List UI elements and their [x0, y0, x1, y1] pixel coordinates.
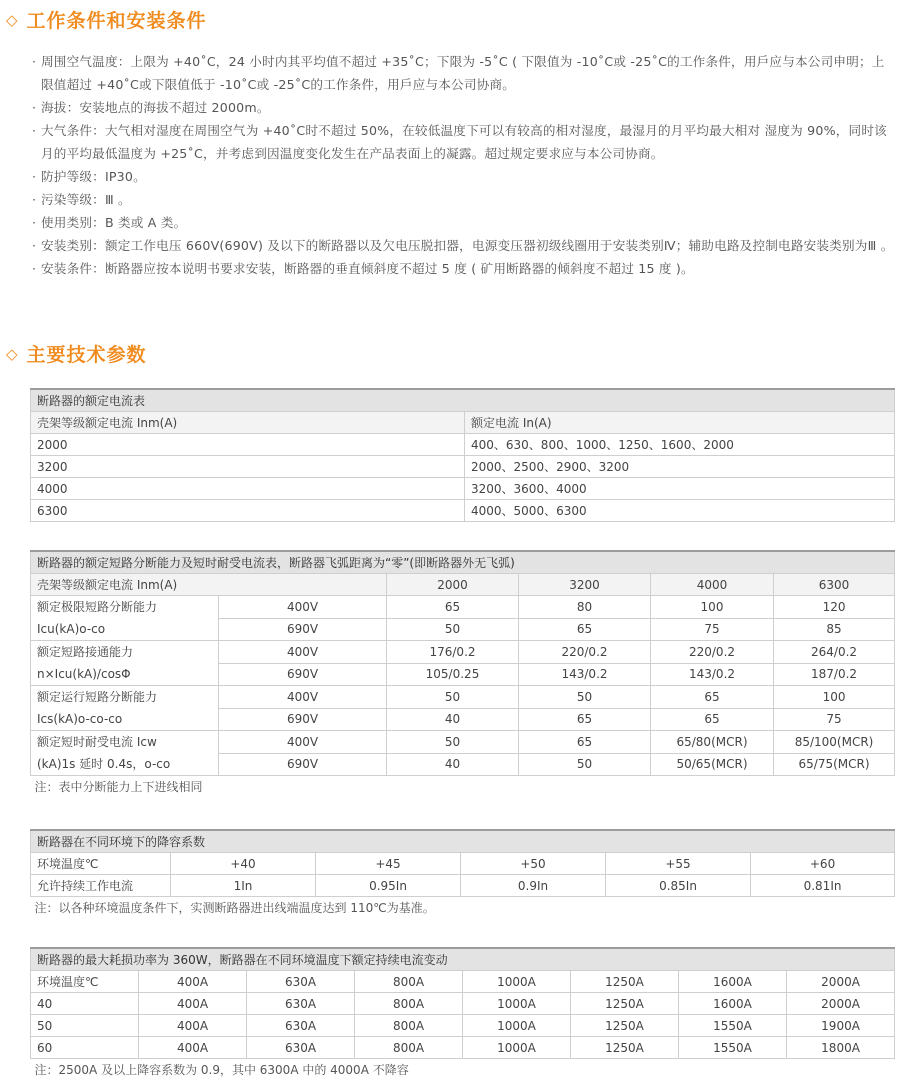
table-row — [31, 456, 895, 478]
column-header: 壳架等级额定电流 Inm(A) — [31, 412, 465, 434]
table-cell: 187/0.2 — [774, 663, 895, 686]
group-label — [31, 596, 219, 641]
derating-table — [30, 829, 895, 918]
table-cell: 3200、3600、4000 — [465, 478, 895, 500]
table-cell: 800A — [355, 993, 463, 1015]
section-title-conditions — [6, 6, 207, 33]
column-header: 800A — [355, 971, 463, 993]
section-title-params — [6, 340, 147, 367]
list-item: · 防护等级：IP30。 — [32, 165, 894, 188]
table-cell: +45 — [316, 853, 461, 875]
table-note: 注：以各种环境温度条件下，实测断路器进出线端温度达到 110℃为基准。 — [31, 897, 895, 919]
column-header: 6300 — [774, 574, 895, 596]
table-cell: 40 — [387, 708, 519, 731]
table-cell: 65 — [519, 618, 651, 641]
diamond-icon: ◇ — [6, 10, 19, 29]
table-cell: 1600A — [679, 993, 787, 1015]
table-row — [31, 853, 895, 875]
table-cell: 4000 — [31, 478, 465, 500]
table-cell: 1250A — [571, 1015, 679, 1037]
column-header: 630A — [247, 971, 355, 993]
table-note: 注：2500A 及以上降容系数为 0.9，其中 6300A 中的 4000A 不降容 — [31, 1059, 895, 1081]
table-cell: 1900A — [787, 1015, 895, 1037]
row-header: 50 — [31, 1015, 139, 1037]
table-cell: 1In — [171, 875, 316, 897]
voltage-cell: 400V — [219, 641, 387, 664]
table-cell: 50 — [387, 731, 519, 754]
table-cell: 400A — [139, 1015, 247, 1037]
table-cell: 1000A — [463, 1037, 571, 1059]
table-cell: +55 — [606, 853, 751, 875]
table-cell: 800A — [355, 1015, 463, 1037]
table-row — [31, 500, 895, 522]
table-cell: 143/0.2 — [519, 663, 651, 686]
voltage-cell: 400V — [219, 731, 387, 754]
column-header: 1600A — [679, 971, 787, 993]
group-label-line: 额定运行短路分断能力 — [37, 690, 158, 704]
group-label — [31, 731, 219, 776]
table-caption: 断路器的额定短路分断能力及短时耐受电流表，断路器飞弧距离为“零”(即断路器外无飞弧) — [31, 551, 895, 574]
group-label-line: (kA)1s 延时 0.4s，o-co — [37, 757, 171, 771]
section-title-text: 主要技术参数 — [26, 344, 147, 366]
table-cell: 50/65(MCR) — [651, 753, 774, 776]
group-label-line: 额定短路接通能力 — [37, 645, 134, 659]
table-cell: 176/0.2 — [387, 641, 519, 664]
table-cell: 1550A — [679, 1037, 787, 1059]
table-cell: 50 — [519, 686, 651, 709]
table-cell: 65 — [519, 708, 651, 731]
table-cell: 0.95In — [316, 875, 461, 897]
table-cell: 75 — [651, 618, 774, 641]
table-cell: 800A — [355, 1037, 463, 1059]
list-item: · 周围空气温度：上限为 +40˚C，24 小时内其平均值不超过 +35˚C；下限为 -5˚C ( 下限值为 -10˚C或 -25˚C的工作条件，用戶应与本公司申明；上限值超过 +40˚C或下限值低于 -10˚C或 -25˚C的工作条件，用戶应与本公司协商。 — [32, 50, 894, 96]
table-cell: 400、630、800、1000、1250、1600、2000 — [465, 434, 895, 456]
table-cell: 120 — [774, 596, 895, 619]
voltage-cell: 690V — [219, 708, 387, 731]
table-cell: 65 — [387, 596, 519, 619]
table-cell: 220/0.2 — [519, 641, 651, 664]
table-caption: 断路器的额定电流表 — [31, 389, 895, 412]
group-label-line: Ics(kA)o-co-co — [37, 712, 123, 726]
table-cell: 4000、5000、6300 — [465, 500, 895, 522]
list-item: · 安装类别：额定工作电压 660V(690V) 及以下的断路器以及欠电压脱扣器，电源变压器初级线圈用于安装类别Ⅳ；辅助电路及控制电路安装类别为Ⅲ 。 — [32, 234, 894, 257]
table-row — [31, 1015, 895, 1037]
table-cell: 143/0.2 — [651, 663, 774, 686]
table-cell: 264/0.2 — [774, 641, 895, 664]
table-cell: 630A — [247, 993, 355, 1015]
table-cell: 80 — [519, 596, 651, 619]
group-label-line: Icu(kA)o-co — [37, 622, 106, 636]
table-row — [31, 1037, 895, 1059]
column-header: 400A — [139, 971, 247, 993]
list-item: · 使用类别：B 类或 A 类。 — [32, 211, 894, 234]
column-header: 4000 — [651, 574, 774, 596]
table-cell: 1550A — [679, 1015, 787, 1037]
table-cell: 400A — [139, 993, 247, 1015]
column-header: 壳架等级额定电流 Inm(A) — [31, 574, 387, 596]
table-row — [31, 971, 895, 993]
table-cell: 630A — [247, 1015, 355, 1037]
table-cell: 0.9In — [461, 875, 606, 897]
table-row — [31, 641, 895, 664]
table-cell: 220/0.2 — [651, 641, 774, 664]
table-row — [31, 686, 895, 709]
table-cell: 1000A — [463, 1015, 571, 1037]
table-cell: 105/0.25 — [387, 663, 519, 686]
table-row — [31, 875, 895, 897]
row-header: 60 — [31, 1037, 139, 1059]
table-cell: 1800A — [787, 1037, 895, 1059]
table-cell: 400A — [139, 1037, 247, 1059]
group-label — [31, 686, 219, 731]
voltage-cell: 400V — [219, 686, 387, 709]
table-cell: 65 — [519, 731, 651, 754]
conditions-list — [32, 50, 894, 280]
list-item: · 安装条件：断路器应按本说明书要求安装，断路器的垂直倾斜度不超过 5 度 ( 矿用断路器的倾斜度不超过 15 度 )。 — [32, 257, 894, 280]
voltage-cell: 400V — [219, 596, 387, 619]
table-row — [31, 993, 895, 1015]
table-cell: 6300 — [31, 500, 465, 522]
table-cell: 50 — [387, 686, 519, 709]
table-cell: +50 — [461, 853, 606, 875]
table-cell: 630A — [247, 1037, 355, 1059]
table-cell: 100 — [651, 596, 774, 619]
table-cell: 1000A — [463, 993, 571, 1015]
table-cell: 50 — [387, 618, 519, 641]
table-cell: 2000、2500、2900、3200 — [465, 456, 895, 478]
voltage-cell: 690V — [219, 663, 387, 686]
table-cell: 75 — [774, 708, 895, 731]
table-note: 注：表中分断能力上下进线相同 — [31, 776, 895, 798]
table-cell: 2000A — [787, 993, 895, 1015]
table-row — [31, 478, 895, 500]
section-title-text: 工作条件和安装条件 — [26, 10, 207, 32]
table-cell: 100 — [774, 686, 895, 709]
table-caption: 断路器在不同环境下的降容系数 — [31, 830, 895, 853]
table-cell: 3200 — [31, 456, 465, 478]
row-header: 环境温度℃ — [31, 971, 139, 993]
column-header: 2000 — [387, 574, 519, 596]
group-label-line: 额定短时耐受电流 Icw — [37, 735, 157, 749]
table-cell: 65/80(MCR) — [651, 731, 774, 754]
row-header: 允许持续工作电流 — [31, 875, 171, 897]
power-loss-table — [30, 947, 895, 1080]
breaking-capacity-table — [30, 550, 895, 797]
column-header: 1250A — [571, 971, 679, 993]
table-cell: 85/100(MCR) — [774, 731, 895, 754]
table-cell: 65/75(MCR) — [774, 753, 895, 776]
group-label-line: n×Icu(kA)/cosΦ — [37, 667, 131, 681]
table-cell: 65 — [651, 708, 774, 731]
column-header: 额定电流 In(A) — [465, 412, 895, 434]
voltage-cell: 690V — [219, 618, 387, 641]
list-item: · 大气条件：大气相对湿度在周围空气为 +40˚C时不超过 50%，在较低温度下可以有较高的相对湿度，最湿月的月平均最大相对 湿度为 90%，同时该月的平均最低温度为 +25˚C，并考虑到因温度变化发生在产品表面上的凝露。超过规定要求应与本公司协商。 — [32, 119, 894, 165]
rated-current-table — [30, 388, 895, 522]
table-cell: +60 — [751, 853, 895, 875]
column-header: 1000A — [463, 971, 571, 993]
table-cell: 40 — [387, 753, 519, 776]
table-cell: +40 — [171, 853, 316, 875]
table-cell: 2000 — [31, 434, 465, 456]
table-cell: 1250A — [571, 993, 679, 1015]
group-label — [31, 641, 219, 686]
table-cell: 85 — [774, 618, 895, 641]
group-label-line: 额定极限短路分断能力 — [37, 600, 158, 614]
table-row — [31, 731, 895, 754]
list-item: · 海拔：安装地点的海拔不超过 2000m。 — [32, 96, 894, 119]
diamond-icon: ◇ — [6, 344, 19, 363]
table-row — [31, 434, 895, 456]
voltage-cell: 690V — [219, 753, 387, 776]
table-cell: 0.81In — [751, 875, 895, 897]
list-item: · 污染等级：Ⅲ 。 — [32, 188, 894, 211]
table-cell: 1250A — [571, 1037, 679, 1059]
row-header: 环境温度℃ — [31, 853, 171, 875]
row-header: 40 — [31, 993, 139, 1015]
table-caption: 断路器的最大耗损功率为 360W，断路器在不同环境温度下额定持续电流变动 — [31, 948, 895, 971]
column-header: 3200 — [519, 574, 651, 596]
table-cell: 65 — [651, 686, 774, 709]
table-cell: 50 — [519, 753, 651, 776]
table-row — [31, 596, 895, 619]
column-header: 2000A — [787, 971, 895, 993]
table-cell: 0.85In — [606, 875, 751, 897]
